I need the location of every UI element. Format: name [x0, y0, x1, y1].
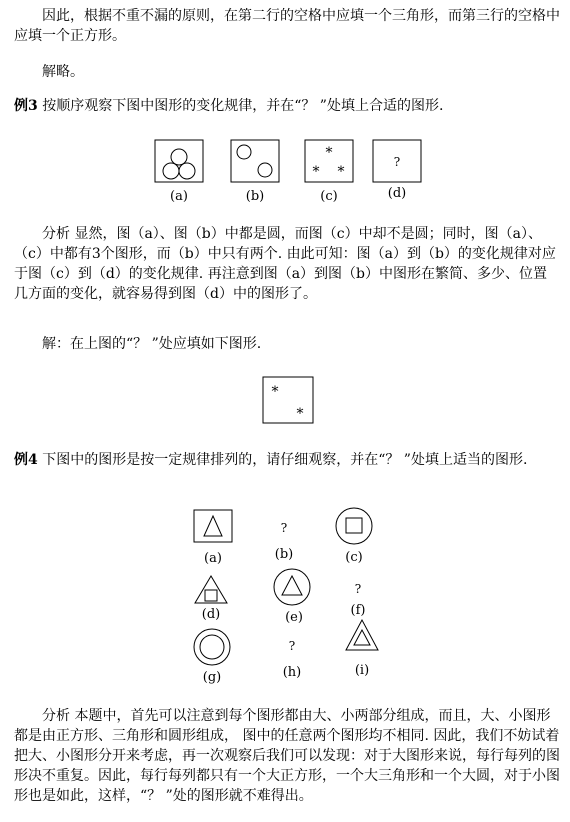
- caption-a: (a): [170, 189, 188, 204]
- example4-label: 例4: [14, 452, 38, 468]
- example3-heading: [14, 96, 560, 116]
- question-mark: ?: [354, 582, 362, 596]
- figure-b: [231, 140, 279, 204]
- example4-analysis: 分析 本题中，首先可以注意到每个图形都由大、小两部分组成，而且，大、小图形都是由正方形、三角形和圆形组成， 图中的任意两个图形均不相同. 因此，我们不妨试着把大、小图形分开来考虑，再一次观察后我们可以发现：对于大图形来说，每行每列的图形决不重复。因此，每行每列都只有一个大正方形，一个大三角形和一个大圆，对于小图形也是如此，这样，“？ ”处的图形就不难得出。: [14, 708, 560, 804]
- caption-4c: (c): [345, 550, 363, 565]
- example3-figures: [0, 130, 570, 210]
- example3-text: 按顺序观察下图中图形的变化规律，并在“？ ”处填上合适的图形.: [37, 98, 444, 114]
- question-mark: ?: [288, 639, 296, 653]
- figure-4e: [274, 569, 310, 625]
- caption-4e: (e): [285, 610, 303, 625]
- figure-a: [155, 140, 203, 204]
- question-mark: ?: [280, 521, 288, 535]
- caption-c: (c): [320, 189, 338, 204]
- example3-label: 例3: [14, 98, 38, 114]
- figure-4b: [275, 521, 293, 562]
- star-mark: *: [312, 164, 320, 180]
- figure-4a: [194, 510, 232, 566]
- figure-4d: [195, 576, 227, 622]
- caption-4d: (d): [201, 607, 221, 622]
- example3-answer-figure: [262, 376, 316, 426]
- figure-4i: [346, 620, 378, 678]
- example3-analysis: 分析 显然，图（a）、图（b）中都是圆，而图（c）中却不是圆；同时，图（a）、（c）中都有3个图形，而（b）中只有两个. 由此可知：图（a）到（b）的变化规律对应于图（c）到（d）的变化规律. 再注意到图（a）到图（b）中图形在繁简、多少、位置几方面的变化，就容易得到图（d）中的图形了。: [14, 226, 556, 302]
- example3-solution: 解：在上图的“？ ”处应填如下图形.: [14, 336, 262, 352]
- star-mark: *: [271, 384, 279, 400]
- example4-heading: [14, 450, 560, 470]
- figure-c: [305, 140, 353, 204]
- intro-paragraph: 因此，根据不重不漏的原则，在第二行的空格中应填一个三角形，而第三行的空格中应填一个正方形。: [14, 8, 560, 44]
- caption-4b: (b): [274, 547, 294, 562]
- caption-4g: (g): [202, 670, 222, 685]
- figure-4h: [283, 639, 302, 680]
- caption-4h: (h): [282, 665, 302, 680]
- star-mark: *: [337, 164, 345, 180]
- caption-4i: (i): [354, 663, 370, 678]
- example4-figures: [180, 500, 400, 690]
- figure-4c: [336, 508, 372, 565]
- figure-4f: [351, 582, 366, 618]
- example4-text: 下图中的图形是按一定规律排列的，请仔细观察，并在“？ ”处填上适当的图形.: [37, 452, 528, 468]
- star-mark: *: [325, 145, 333, 161]
- star-mark: *: [296, 406, 304, 422]
- figure-4g: [194, 629, 230, 685]
- figure-d: [373, 140, 421, 201]
- question-mark: ?: [393, 155, 401, 169]
- caption-4f: (f): [350, 603, 366, 618]
- caption-d: (d): [387, 186, 407, 201]
- caption-b: (b): [245, 189, 265, 204]
- solution-omitted: 解略。: [14, 64, 84, 80]
- caption-4a: (a): [204, 551, 222, 566]
